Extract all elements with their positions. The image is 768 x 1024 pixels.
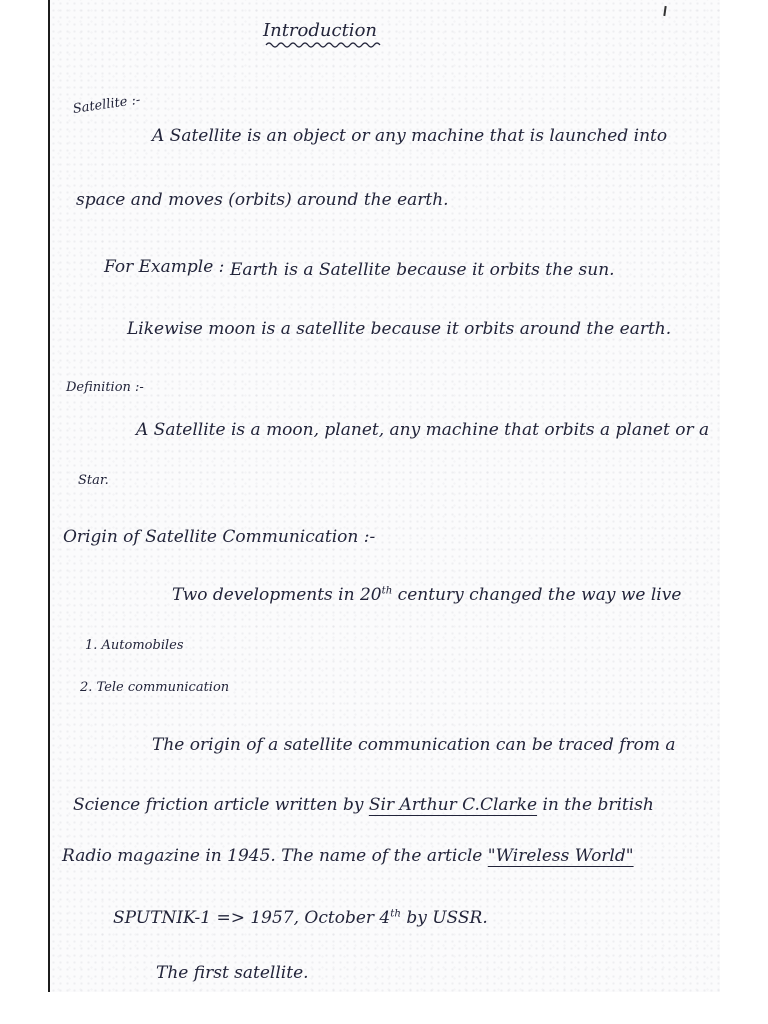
two-developments-pre: Two developments in 20 [172, 585, 382, 605]
sputnik-pre: SPUTNIK-1 => 1957, October 4 [113, 908, 391, 928]
author-name: Sir Arthur C.Clarke [368, 795, 538, 815]
definition-line-2: Star. [78, 473, 109, 488]
example-label: For Example : [104, 257, 225, 277]
two-developments-line [172, 585, 681, 605]
definition-heading: Definition :- [66, 380, 144, 395]
origin-line-2 [73, 795, 654, 815]
sputnik-post: by USSR. [406, 908, 488, 928]
example-text: Earth is a Satellite because it orbits the sun. [230, 260, 615, 280]
satellite-line-2: space and moves (orbits) around the earth. [76, 190, 449, 210]
list-item-telecommunication: 2. Tele communication [80, 680, 230, 695]
origin-heading: Origin of Satellite Communication :- [63, 527, 376, 547]
likewise-line: Likewise moon is a satellite because it orbits around the earth. [127, 319, 672, 339]
origin-line-2-pre: Science friction article written by [73, 795, 364, 815]
notebook-page [50, 0, 720, 992]
sputnik-sup: th [390, 908, 401, 920]
list-item-automobiles: 1. Automobiles [85, 638, 184, 653]
sputnik-line [113, 908, 488, 928]
origin-line-2-post: in the british [542, 795, 654, 815]
two-developments-post: century changed the way we live [397, 585, 682, 605]
origin-line-3 [62, 846, 634, 866]
satellite-line-1: A Satellite is an object or any machine that is launched into [152, 126, 668, 146]
two-developments-sup: th [381, 585, 393, 597]
origin-line-1: The origin of a satellite communication can be traced from a [152, 735, 676, 755]
article-title: "Wireless World" [487, 846, 634, 866]
title-squiggle-underline [264, 41, 382, 49]
origin-line-3-pre: Radio magazine in 1945. The name of the article [62, 846, 483, 866]
first-satellite-line: The first satellite. [156, 963, 309, 983]
definition-line-1: A Satellite is a moon, planet, any machine that orbits a planet or a [136, 420, 710, 440]
satellite-heading: Satellite :- [71, 92, 142, 117]
page-title: Introduction [263, 20, 377, 41]
